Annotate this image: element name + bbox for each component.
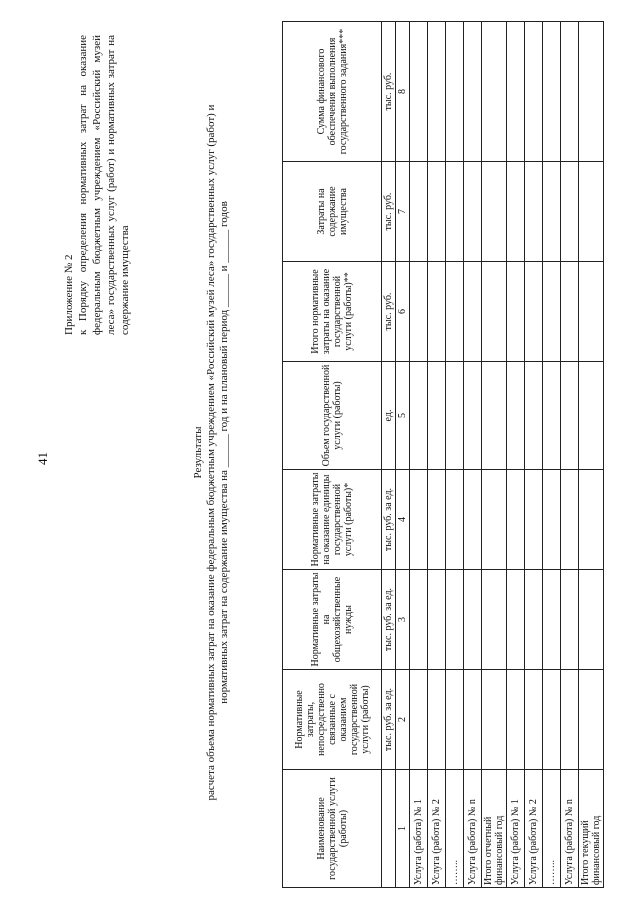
- title-line2: нормативных затрат на содержание имущества на ______ год и на плановый период ______ и ______ годов: [218, 201, 230, 704]
- unit-cell: тыс. руб. за ед.: [382, 670, 396, 770]
- empty-cell: [446, 670, 464, 770]
- empty-cell: [464, 670, 482, 770]
- document-title: [192, 20, 231, 885]
- row-label: Услуга (работа) № 1: [410, 770, 428, 888]
- empty-cell: [428, 670, 446, 770]
- empty-cell: [410, 570, 428, 670]
- table-row: [507, 22, 525, 888]
- empty-cell: [482, 670, 507, 770]
- table-row: [543, 22, 561, 888]
- column-number: 5: [396, 362, 410, 470]
- row-label: Услуга (работа) № n: [464, 770, 482, 888]
- header-cell: Объем государственной услуги (работы): [283, 362, 382, 470]
- column-number: 2: [396, 670, 410, 770]
- empty-cell: [561, 470, 579, 570]
- row-label: Услуга (работа) № n: [561, 770, 579, 888]
- empty-cell: [543, 22, 561, 162]
- empty-cell: [579, 470, 604, 570]
- table-row: [561, 22, 579, 888]
- empty-cell: [543, 570, 561, 670]
- empty-cell: [464, 570, 482, 670]
- table-row: [482, 22, 507, 888]
- column-number: 6: [396, 262, 410, 362]
- empty-cell: [525, 162, 543, 262]
- empty-cell: [525, 470, 543, 570]
- empty-cell: [482, 262, 507, 362]
- empty-cell: [464, 470, 482, 570]
- table-row: [579, 22, 604, 888]
- empty-cell: [428, 362, 446, 470]
- empty-cell: [428, 162, 446, 262]
- row-label: Услуга (работа) № 1: [507, 770, 525, 888]
- empty-cell: [410, 470, 428, 570]
- empty-cell: [428, 570, 446, 670]
- appendix-line1: Приложение № 2: [63, 254, 75, 335]
- appendix-note: [62, 35, 132, 335]
- empty-cell: [507, 670, 525, 770]
- empty-cell: [464, 362, 482, 470]
- column-number: 1: [396, 770, 410, 888]
- table-row: [410, 22, 428, 888]
- table-row: [525, 22, 543, 888]
- empty-cell: [446, 470, 464, 570]
- empty-cell: [561, 162, 579, 262]
- empty-cell: [507, 162, 525, 262]
- empty-cell: [561, 670, 579, 770]
- title-line1: расчета объема нормативных затрат на оказание федеральным бюджетным учреждением «Российский музей леса» государственных услуг (работ) и: [205, 104, 217, 801]
- empty-cell: [579, 22, 604, 162]
- unit-cell: [382, 770, 396, 888]
- empty-cell: [482, 162, 507, 262]
- table-row: [464, 22, 482, 888]
- row-label: Услуга (работа) № 2: [428, 770, 446, 888]
- appendix-text: к Порядку определения нормативных затрат на оказание федеральным бюджетным учреждением «Российский музей леса» государственных услуг (работ) и нормативных затрат на содержание имущества: [77, 35, 131, 335]
- empty-cell: [446, 262, 464, 362]
- empty-cell: [543, 362, 561, 470]
- column-number: 7: [396, 162, 410, 262]
- empty-cell: [561, 262, 579, 362]
- empty-cell: [482, 570, 507, 670]
- empty-cell: [482, 362, 507, 470]
- empty-cell: [561, 570, 579, 670]
- unit-cell: тыс. руб.: [382, 22, 396, 162]
- empty-cell: [482, 22, 507, 162]
- empty-cell: [482, 470, 507, 570]
- empty-cell: [579, 162, 604, 262]
- header-cell: Нормативные затраты на общехозяйственные нужды: [283, 570, 382, 670]
- column-number: 4: [396, 470, 410, 570]
- column-number-row: [396, 22, 410, 888]
- header-cell: Наименование государственной услуги (работы): [283, 770, 382, 888]
- empty-cell: [543, 670, 561, 770]
- empty-cell: [525, 670, 543, 770]
- empty-cell: [579, 362, 604, 470]
- unit-cell: тыс. руб. за ед.: [382, 470, 396, 570]
- column-number: 3: [396, 570, 410, 670]
- table-row: [446, 22, 464, 888]
- empty-cell: [410, 162, 428, 262]
- results-table: [282, 21, 604, 888]
- header-row: [283, 22, 382, 888]
- empty-cell: [446, 570, 464, 670]
- empty-cell: [507, 262, 525, 362]
- empty-cell: [446, 362, 464, 470]
- empty-cell: [543, 262, 561, 362]
- column-number: 8: [396, 22, 410, 162]
- header-cell: Нормативные затраты, непосредственно связанные с оказанием государственной услуги (работы): [283, 670, 382, 770]
- empty-cell: [561, 362, 579, 470]
- empty-cell: [507, 22, 525, 162]
- empty-cell: [525, 262, 543, 362]
- empty-cell: [543, 162, 561, 262]
- empty-cell: [507, 362, 525, 470]
- empty-cell: [525, 362, 543, 470]
- empty-cell: [525, 570, 543, 670]
- row-label: Итого отчетный финансовый год: [482, 770, 507, 888]
- empty-cell: [507, 470, 525, 570]
- empty-cell: [464, 262, 482, 362]
- unit-cell: тыс. руб.: [382, 162, 396, 262]
- unit-cell: тыс. руб. за ед.: [382, 570, 396, 670]
- header-cell: Нормативные затраты на оказание единицы государственной услуги (работы)*: [283, 470, 382, 570]
- empty-cell: [410, 22, 428, 162]
- header-cell: Затраты на содержание имущества: [283, 162, 382, 262]
- empty-cell: [579, 262, 604, 362]
- header-cell: Итого нормативные затраты на оказание государственной услуги (работы)**: [283, 262, 382, 362]
- empty-cell: [428, 262, 446, 362]
- unit-cell: тыс. руб.: [382, 262, 396, 362]
- empty-cell: [446, 22, 464, 162]
- empty-cell: [561, 22, 579, 162]
- empty-cell: [464, 162, 482, 262]
- empty-cell: [579, 670, 604, 770]
- empty-cell: [507, 570, 525, 670]
- row-label: ……..: [543, 770, 561, 888]
- empty-cell: [446, 162, 464, 262]
- header-cell: Сумма финансового обеспечения выполнения государственного задания***: [283, 22, 382, 162]
- empty-cell: [543, 470, 561, 570]
- empty-cell: [464, 22, 482, 162]
- title-heading: Результаты: [192, 426, 204, 479]
- empty-cell: [525, 22, 543, 162]
- empty-cell: [428, 22, 446, 162]
- page-number: 41: [35, 452, 50, 465]
- empty-cell: [579, 570, 604, 670]
- row-label: Итого текущий финансовый год: [579, 770, 604, 888]
- empty-cell: [410, 262, 428, 362]
- table-row: [428, 22, 446, 888]
- row-label: Услуга (работа) № 2: [525, 770, 543, 888]
- empty-cell: [428, 470, 446, 570]
- unit-cell: ед.: [382, 362, 396, 470]
- empty-cell: [410, 362, 428, 470]
- units-row: [382, 22, 396, 888]
- empty-cell: [410, 670, 428, 770]
- row-label: ……..: [446, 770, 464, 888]
